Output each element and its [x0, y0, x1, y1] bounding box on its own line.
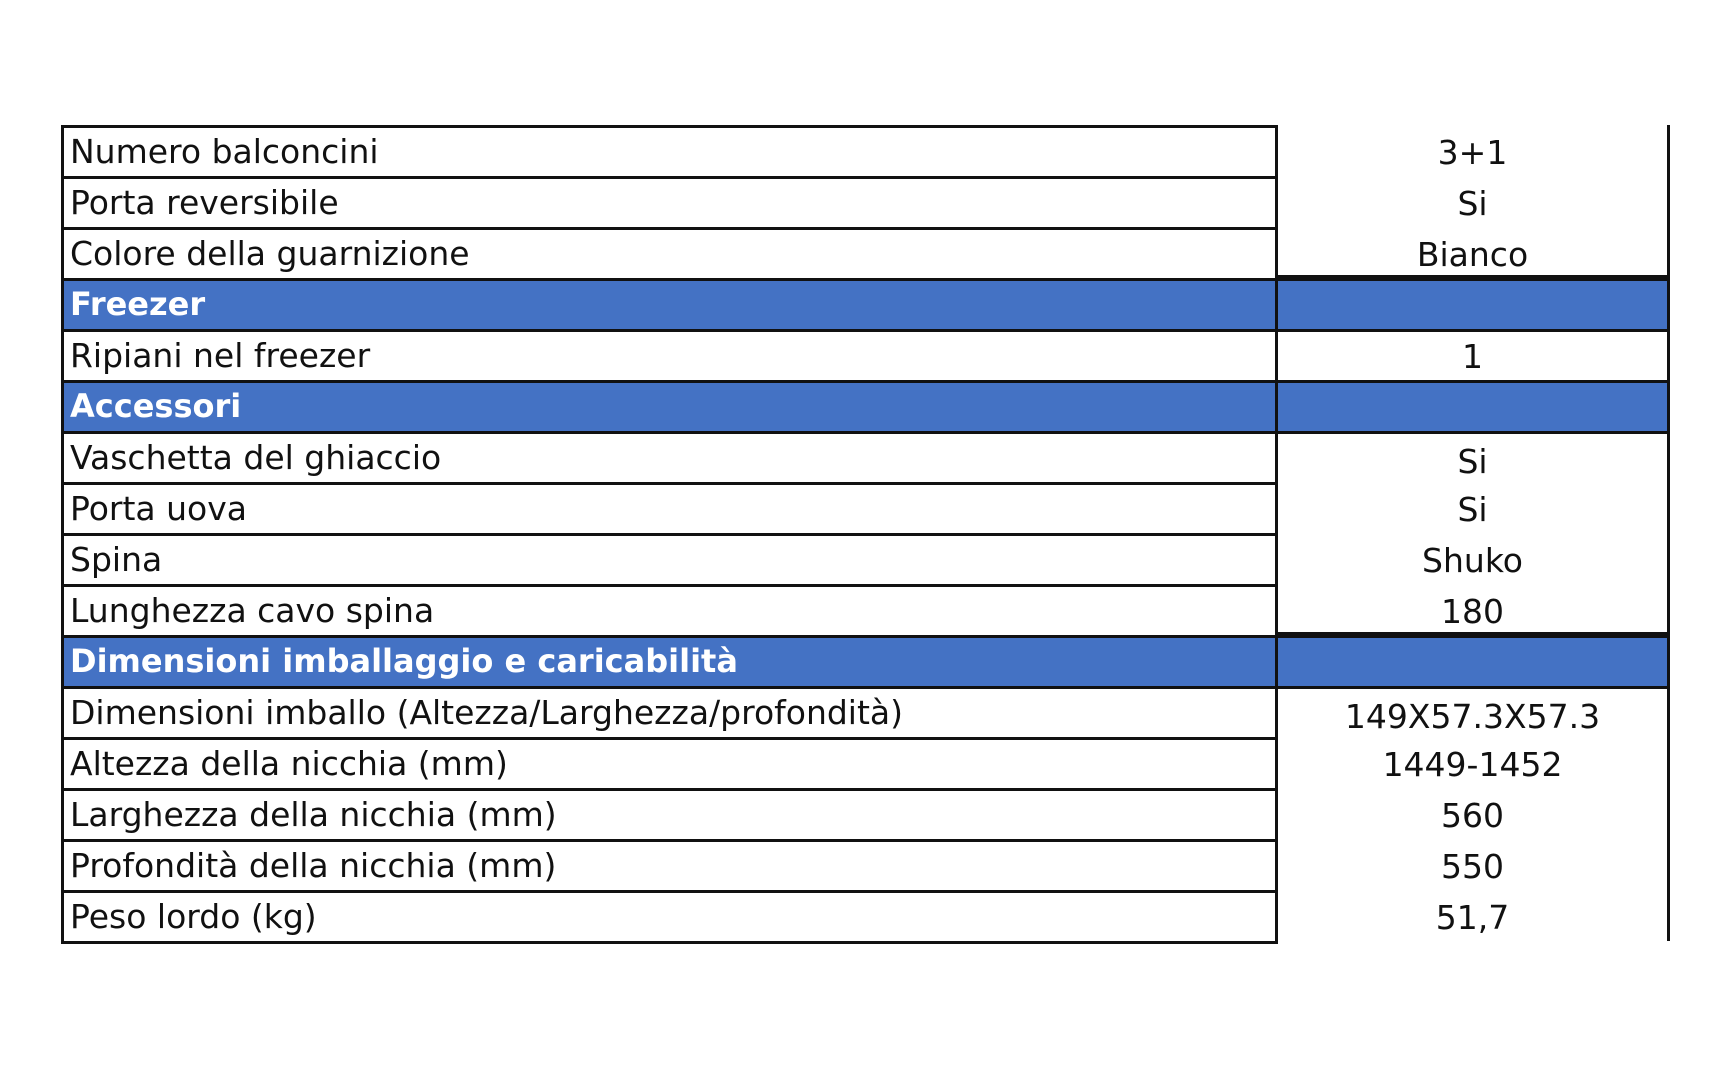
row-value: Bianco [1278, 227, 1670, 278]
table-row [61, 227, 1670, 278]
table-row [61, 431, 1670, 482]
row-label: Ripiani nel freezer [61, 329, 1278, 380]
section-header-row [61, 278, 1670, 329]
table-row [61, 788, 1670, 839]
section-header-value [1278, 635, 1670, 686]
table-row [61, 890, 1670, 941]
row-label: Porta uova [61, 482, 1278, 533]
table-row [61, 533, 1670, 584]
row-value: 149X57.3X57.3 [1278, 686, 1670, 737]
row-value: 51,7 [1278, 890, 1670, 941]
row-value: 1 [1278, 329, 1670, 380]
row-label: Numero balconcini [61, 125, 1278, 176]
section-header-label: Dimensioni imballaggio e caricabilità [61, 635, 1278, 686]
row-label: Lunghezza cavo spina [61, 584, 1278, 635]
row-label: Colore della guarnizione [61, 227, 1278, 278]
row-value: 1449-1452 [1278, 737, 1670, 788]
row-value: 180 [1278, 584, 1670, 635]
row-value: 3+1 [1278, 125, 1670, 176]
table-row [61, 329, 1670, 380]
table-row [61, 737, 1670, 788]
section-header-value [1278, 278, 1670, 329]
table-row [61, 584, 1670, 635]
row-value: Si [1278, 431, 1670, 482]
section-header-row [61, 635, 1670, 686]
row-label: Profondità della nicchia (mm) [61, 839, 1278, 890]
row-value: 560 [1278, 788, 1670, 839]
row-value: 550 [1278, 839, 1670, 890]
table-row [61, 482, 1670, 533]
section-header-label: Accessori [61, 380, 1278, 431]
row-label: Altezza della nicchia (mm) [61, 737, 1278, 788]
spec-table [61, 125, 1670, 941]
row-value: Si [1278, 482, 1670, 533]
row-label: Larghezza della nicchia (mm) [61, 788, 1278, 839]
table-row [61, 125, 1670, 176]
row-value: Si [1278, 176, 1670, 227]
section-header-row [61, 380, 1670, 431]
section-header-label: Freezer [61, 278, 1278, 329]
table-row [61, 176, 1670, 227]
row-label: Peso lordo (kg) [61, 890, 1278, 944]
row-label: Vaschetta del ghiaccio [61, 431, 1278, 482]
table-row [61, 686, 1670, 737]
row-label: Spina [61, 533, 1278, 584]
row-value: Shuko [1278, 533, 1670, 584]
row-label: Porta reversibile [61, 176, 1278, 227]
section-header-value [1278, 380, 1670, 431]
table-row [61, 839, 1670, 890]
row-label: Dimensioni imballo (Altezza/Larghezza/profondità) [61, 686, 1278, 737]
